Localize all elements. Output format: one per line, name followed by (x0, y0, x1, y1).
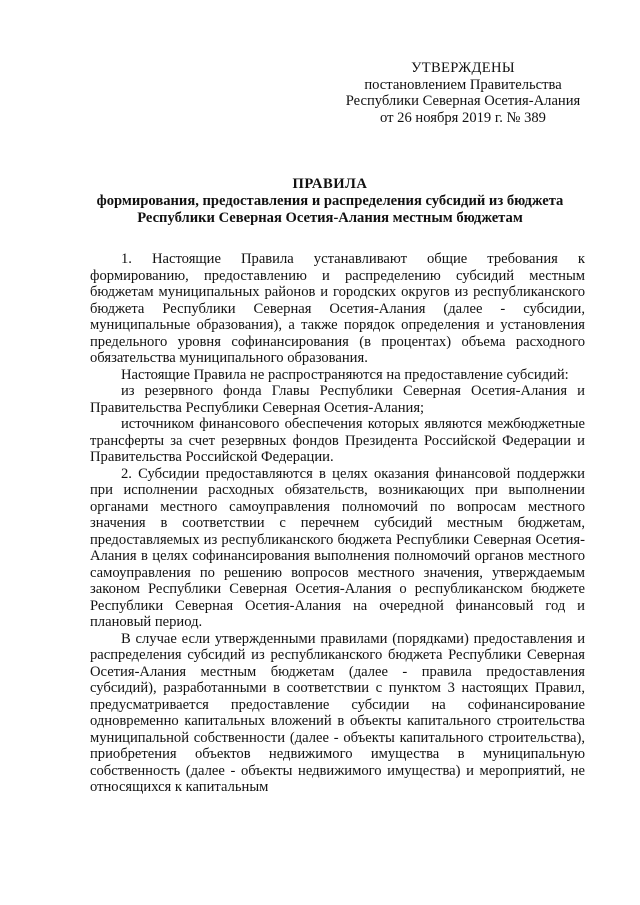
approval-heading: УТВЕРЖДЕНЫ (411, 60, 515, 76)
paragraph: из резервного фонда Главы Республики Северная Осетия-Алания и Правительства Республики Северная Осетия-Алания; (90, 383, 585, 416)
document-title-block (70, 176, 590, 227)
paragraph: В случае если утвержденными правилами (порядками) предоставления и распределения субсидий из республиканского бюджета Республики Северная Осетия-Алания местным бюджетам (далее - правила предоставления субсидий), разработанными в соответствии с пунктом 3 настоящих Правил, предусматривается предоставление субсидии на софинансирование одновременно капитальных вложений в объекты капитального строительства муниципальной собственности (далее - объекты капитального строительства), приобретения объектов недвижимого имущества в муниципальную собственность (далее - объекты недвижимого имущества) и мероприятий, не относящихся к капитальным (90, 630, 585, 795)
paragraph: 2. Субсидии предоставляются в целях оказания финансовой поддержки при исполнении расходных обязательств, возникающих при выполнении органами местного самоуправления полномочий по вопросам местного значения в соответствии с перечнем субсидий местным бюджетам, предоставляемых из республиканского бюджета Республики Северная Осетия-Алания в целях софинансирования выполнения полномочий органов местного самоуправления по решению вопросов местного значения, утверждаемым законом Республики Северная Осетия-Алания о республиканском бюджете Республики Северная Осетия-Алания на очередной финансовый год и плановый период. (90, 465, 585, 630)
document-subtitle: Республики Северная Осетия-Алания местным бюджетам (137, 210, 523, 226)
document-body (90, 251, 585, 796)
document-title: ПРАВИЛА (292, 176, 368, 192)
approval-line: постановлением Правительства (364, 76, 562, 93)
approval-line: Республики Северная Осетия-Алания (345, 93, 581, 109)
document-subtitle: формирования, предоставления и распределения субсидий из бюджета (96, 193, 564, 209)
paragraph: Настоящие Правила не распространяются на предоставление субсидий: (121, 366, 569, 383)
approval-date-number: от 26 ноября 2019 г. № 389 (380, 109, 546, 126)
paragraph: источником финансового обеспечения которых являются межбюджетные трансферты за счет резервных фондов Президента Российской Федерации и Правительства Российской Федерации. (90, 416, 585, 465)
approval-block (338, 60, 588, 126)
paragraph: 1. Настоящие Правила устанавливают общие требования к формированию, предоставлению и распределению субсидий местным бюджетам муниципальных районов и городских округов из республиканского бюджета Республики Северная Осетия-Алания (далее - субсидии, муниципальные образования), а также порядок определения и установления предельного уровня софинансирования (в процентах) объема расходного обязательства муниципального образования. (90, 251, 585, 366)
